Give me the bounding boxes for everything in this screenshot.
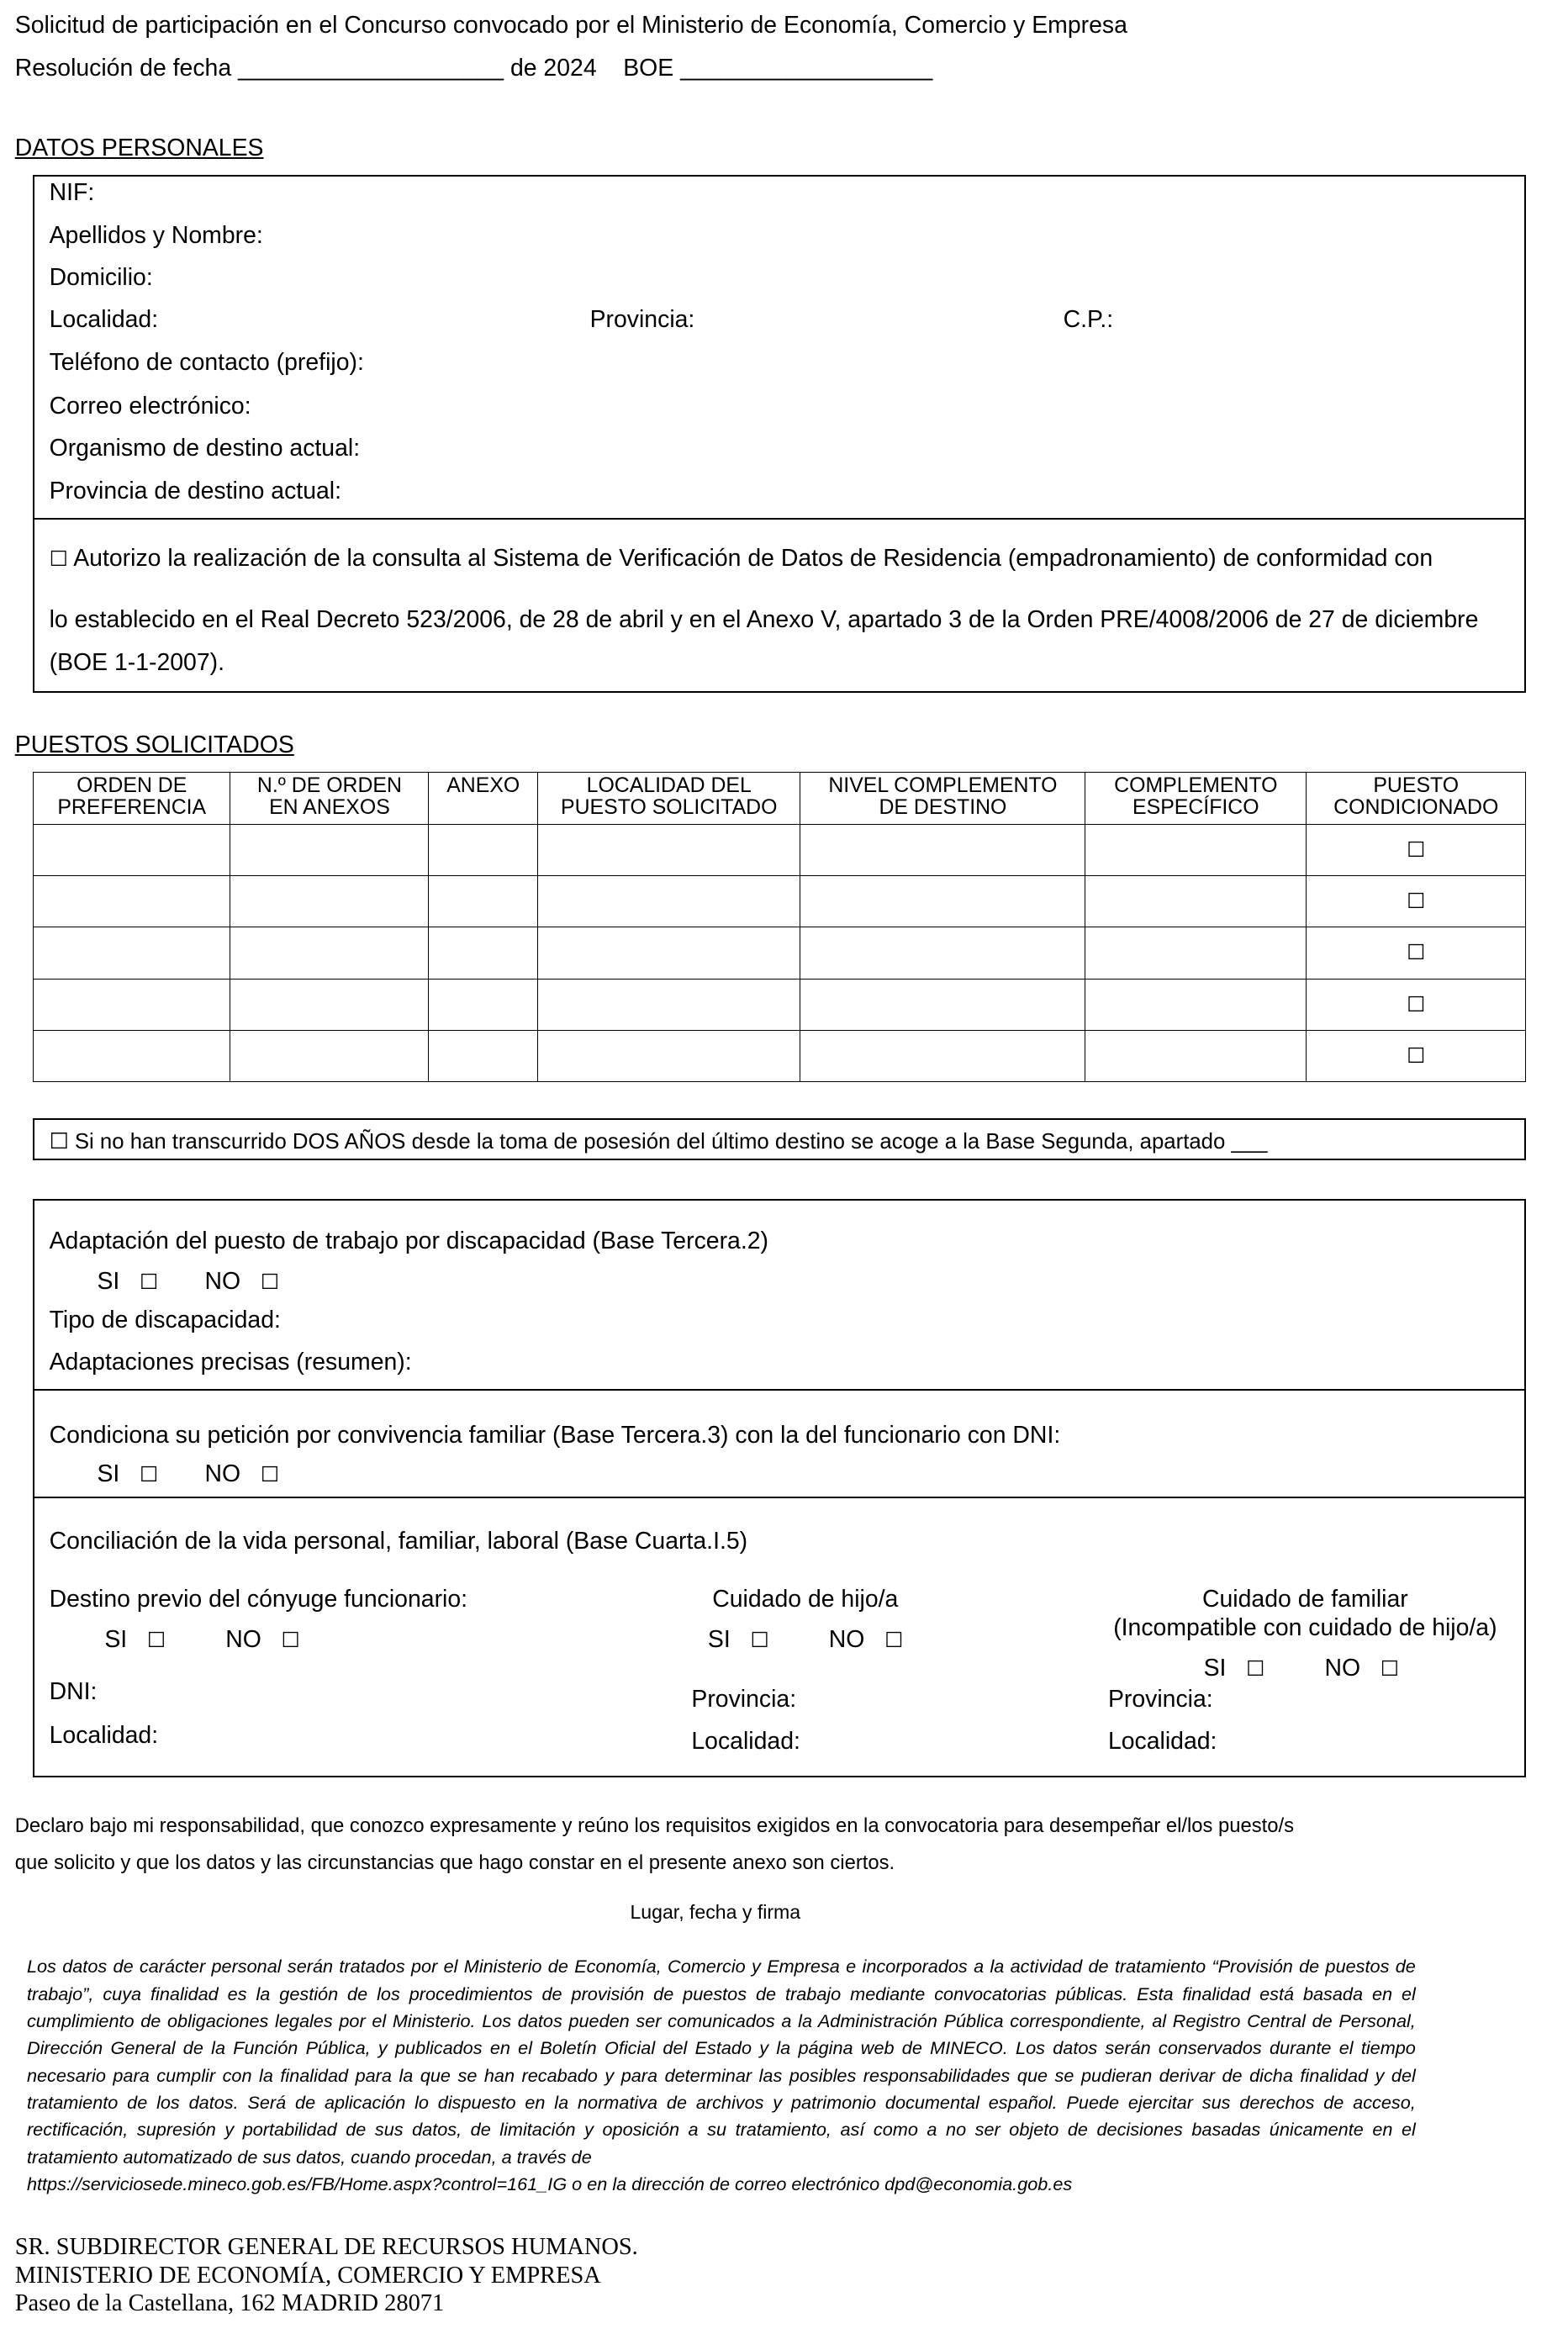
puestos-heading: PUESTOS SOLICITADOS (14, 731, 294, 759)
si-label: SI (1203, 1654, 1227, 1682)
nombre-field[interactable]: Apellidos y Nombre: (49, 222, 263, 250)
table-row (34, 927, 1526, 979)
column-header (538, 773, 800, 824)
column-header-line: PREFERENCIA (57, 795, 207, 820)
table-cell[interactable] (230, 876, 429, 927)
table-cell[interactable] (538, 979, 800, 1030)
table-row (34, 824, 1526, 875)
condicionado-checkbox[interactable]: ☐ (1407, 889, 1426, 914)
si-label: SI (707, 1626, 731, 1654)
column-header-line: NIVEL COMPLEMENTO (828, 774, 1058, 798)
table-row (34, 876, 1526, 927)
column-header (429, 773, 538, 824)
table-cell[interactable] (538, 824, 800, 875)
boe-field[interactable]: ___________________ (680, 55, 933, 82)
cuidado-hijo-si-no (707, 1626, 904, 1654)
declaracion-line-1: Declaro bajo mi responsabilidad, que conozco expresamente y reúno los requisitos exigidos en la convocatoria para desempeñar el/los puesto/s (14, 1814, 1294, 1837)
declaracion-line-2: que solicito y que los datos y las circunstancias que hago constar en el presente anexo son ciertos. (14, 1851, 895, 1875)
tipo-discapacidad-field[interactable]: Tipo de discapacidad: (49, 1306, 281, 1333)
table-cell[interactable] (538, 1031, 800, 1082)
si-checkbox[interactable]: ☐ (1246, 1655, 1265, 1681)
condicionado-checkbox[interactable]: ☐ (1407, 1043, 1426, 1069)
table-cell[interactable] (800, 824, 1085, 875)
column-header-line: LOCALIDAD DEL (586, 774, 752, 798)
puesto-condicionado-cell[interactable] (1307, 979, 1526, 1030)
column-header-line: ANEXO (446, 774, 520, 798)
hijo-localidad-field[interactable]: Localidad: (691, 1727, 800, 1755)
adaptaciones-field[interactable]: Adaptaciones precisas (resumen): (49, 1348, 412, 1376)
no-checkbox[interactable]: ☐ (260, 1269, 280, 1294)
column-header-line: ESPECÍFICO (1132, 795, 1259, 820)
si-checkbox[interactable]: ☐ (139, 1461, 159, 1486)
dos-anos-checkbox-text[interactable]: ☐ Si no han transcurrido DOS AÑOS desde la toma de posesión del último destino se acoge a la Base Segunda, apartado ___ (49, 1130, 1268, 1154)
destino-previo-label: Destino previo del cónyuge funcionario: (49, 1586, 468, 1613)
column-header-line: CONDICIONADO (1333, 795, 1499, 820)
table-cell[interactable] (429, 927, 538, 979)
si-label: SI (97, 1460, 120, 1487)
puesto-condicionado-cell[interactable] (1307, 927, 1526, 979)
address-line-2: MINISTERIO DE ECONOMÍA, COMERCIO Y EMPRESA (14, 2262, 601, 2289)
no-checkbox[interactable]: ☐ (1380, 1655, 1400, 1681)
table-cell[interactable] (800, 1031, 1085, 1082)
table-cell[interactable] (800, 876, 1085, 927)
autorizo-line-2: lo establecido en el Real Decreto 523/2006, de 28 de abril y en el Anexo V, apartado 3 de la Orden PRE/4008/2006 de 27 de diciembre (49, 605, 1479, 633)
table-cell[interactable] (34, 979, 230, 1030)
column-header (800, 773, 1085, 824)
datos-personales-heading: DATOS PERSONALES (14, 134, 264, 161)
table-cell[interactable] (34, 927, 230, 979)
column-header (1307, 773, 1526, 824)
table-row (34, 1031, 1526, 1082)
table-cell[interactable] (800, 979, 1085, 1030)
telefono-field[interactable]: Teléfono de contacto (prefijo): (49, 349, 364, 377)
divider (33, 1497, 1526, 1498)
si-label: SI (97, 1267, 120, 1295)
condicionado-checkbox[interactable]: ☐ (1407, 991, 1426, 1017)
conyuge-localidad-field[interactable]: Localidad: (49, 1721, 159, 1749)
convivencia-title: Condiciona su petición por convivencia familiar (Base Tercera.3) con la del funcionario con DNI: (49, 1421, 1061, 1449)
table-cell[interactable] (429, 876, 538, 927)
table-cell[interactable] (230, 979, 429, 1030)
address-line-3: Paseo de la Castellana, 162 MADRID 28071 (14, 2290, 445, 2317)
no-label: NO (204, 1460, 241, 1487)
address-line-1: SR. SUBDIRECTOR GENERAL DE RECURSOS HUMANOS. (14, 2233, 638, 2260)
dni-field[interactable]: DNI: (49, 1678, 98, 1706)
organismo-field[interactable]: Organismo de destino actual: (49, 434, 361, 462)
autorizo-line-1 (49, 545, 1433, 573)
familiar-provincia-field[interactable]: Provincia: (1107, 1686, 1213, 1714)
condicionado-checkbox[interactable]: ☐ (1407, 837, 1426, 862)
privacy-notice (27, 1953, 1416, 2198)
correo-field[interactable]: Correo electrónico: (49, 392, 251, 420)
provincia-destino-field[interactable]: Provincia de destino actual: (49, 478, 342, 505)
column-header-line: ORDEN DE (77, 774, 187, 798)
no-label: NO (225, 1626, 261, 1654)
incompatible-note: (Incompatible con cuidado de hijo/a) (1113, 1613, 1497, 1641)
conciliacion-title: Conciliación de la vida personal, familiar, laboral (Base Cuarta.I.5) (49, 1527, 748, 1555)
table-cell[interactable] (1085, 824, 1307, 875)
domicilio-field[interactable]: Domicilio: (49, 264, 153, 292)
privacy-text: Los datos de carácter personal serán tratados por el Ministerio de Economía, Comercio y Empresa e incorporados a la actividad de tratamiento “Provisión de puestos de trabajo”, cuya finalidad es la gestión de los procedimientos de provisión de puestos de trabajo mediante convocatorias públicas. Esta finalidad está basada en el cumplimiento de obligaciones legales por el Ministerio. Los datos pueden ser comunicados a la Administración Pública correspondiente, al Registro Central de Personal, Dirección General de la Función Pública, y publicados en el Boletín Oficial del Estado y la página web de MINECO. Los datos serán conservados durante el tiempo necesario para cumplir con la finalidad para la que se han recabado y para determinar las posibles responsabilidades que se pudieran derivar de dicha finalidad y del tratamiento de los datos. Será de aplicación lo dispuesto en la normativa de archivos y patrimonio documental español. Puede ejercitar sus derechos de acceso, rectificación, supresión y portabilidad de sus datos, de limitación y oposición a su tratamiento, así como a no ser objeto de decisiones basadas únicamente en el tratamiento automatizado de sus datos, cuando procedan, a través de (26, 1956, 1416, 2168)
table-cell[interactable] (230, 1031, 429, 1082)
resolucion-line (15, 56, 933, 80)
table-cell[interactable] (34, 824, 230, 875)
table-cell[interactable] (1085, 979, 1307, 1030)
destino-previo-si-no (104, 1626, 300, 1654)
table-cell[interactable] (429, 824, 538, 875)
no-checkbox[interactable]: ☐ (260, 1461, 280, 1486)
autorizo-text: Autorizo la realización de la consulta al Sistema de Verificación de Datos de Residencia (empadronamiento) de conformidad con (73, 545, 1433, 573)
no-label: NO (1324, 1654, 1361, 1682)
column-header-line: DE DESTINO (879, 795, 1007, 820)
column-header (34, 773, 230, 824)
column-header (230, 773, 429, 824)
si-label: SI (104, 1626, 128, 1654)
cuidado-familiar-si-no (1204, 1656, 1399, 1680)
column-header-line: N.º DE ORDEN (256, 774, 402, 798)
hijo-provincia-field[interactable]: Provincia: (691, 1686, 797, 1714)
table-cell[interactable] (1085, 876, 1307, 927)
table-cell[interactable] (538, 876, 800, 927)
si-checkbox[interactable]: ☐ (146, 1628, 166, 1653)
autorizo-line-3: (BOE 1-1-2007). (49, 649, 225, 677)
puesto-condicionado-cell[interactable] (1307, 876, 1526, 927)
column-header-line: EN ANEXOS (269, 795, 390, 820)
table-row (34, 979, 1526, 1030)
cuidado-familiar-label: Cuidado de familiar (1202, 1586, 1408, 1613)
column-header-line: COMPLEMENTO (1114, 774, 1278, 798)
convivencia-si-no (97, 1462, 279, 1486)
table-cell[interactable] (1085, 927, 1307, 979)
adaptacion-title: Adaptación del puesto de trabajo por discapacidad (Base Tercera.2) (49, 1227, 768, 1254)
no-checkbox[interactable]: ☐ (884, 1628, 904, 1653)
table-cell[interactable] (429, 1031, 538, 1082)
table-cell[interactable] (800, 927, 1085, 979)
no-label: NO (204, 1267, 241, 1295)
form-title: Solicitud de participación en el Concurso convocado por el Ministerio de Economía, Comercio y Empresa (14, 11, 1127, 39)
resolucion-label: Resolución de fecha (14, 55, 232, 82)
privacy-links: https://serviciosede.mineco.gob.es/FB/Home.aspx?control=161_IG o en la dirección de correo electrónico dpd@economia.gob.es (26, 2173, 1073, 2194)
table-cell[interactable] (538, 927, 800, 979)
familiar-localidad-field[interactable]: Localidad: (1107, 1727, 1217, 1755)
localidad-field[interactable]: Localidad: (49, 305, 159, 333)
si-checkbox[interactable]: ☐ (750, 1628, 769, 1653)
table-cell[interactable] (34, 876, 230, 927)
nif-field[interactable]: NIF: (49, 178, 95, 206)
no-label: NO (828, 1626, 865, 1654)
puesto-condicionado-cell[interactable] (1307, 1031, 1526, 1082)
provincia-field[interactable]: Provincia: (589, 305, 695, 333)
autorizo-checkbox[interactable]: ☐ (49, 547, 68, 572)
cp-field[interactable]: C.P.: (1063, 305, 1114, 333)
column-header (1085, 773, 1307, 824)
year-label: de 2024 (509, 55, 597, 82)
puestos-table (33, 772, 1526, 1082)
divider (33, 1389, 1526, 1391)
table-cell[interactable] (1085, 1031, 1307, 1082)
resolucion-date-field[interactable]: ____________________ (238, 55, 504, 82)
adaptacion-si-no (97, 1267, 280, 1295)
no-checkbox[interactable]: ☐ (281, 1628, 300, 1653)
table-cell[interactable] (34, 1031, 230, 1082)
puesto-condicionado-cell[interactable] (1307, 824, 1526, 875)
firma-label: Lugar, fecha y firma (630, 1900, 801, 1923)
table-cell[interactable] (230, 824, 429, 875)
cuidado-hijo-label: Cuidado de hijo/a (712, 1586, 899, 1613)
column-header-line: PUESTO (1373, 774, 1460, 798)
boe-label: BOE (623, 55, 674, 82)
table-cell[interactable] (230, 927, 429, 979)
si-checkbox[interactable]: ☐ (139, 1269, 159, 1294)
divider (33, 518, 1526, 520)
condicionado-checkbox[interactable]: ☐ (1407, 940, 1426, 965)
table-cell[interactable] (429, 979, 538, 1030)
column-header-line: PUESTO SOLICITADO (561, 795, 778, 820)
